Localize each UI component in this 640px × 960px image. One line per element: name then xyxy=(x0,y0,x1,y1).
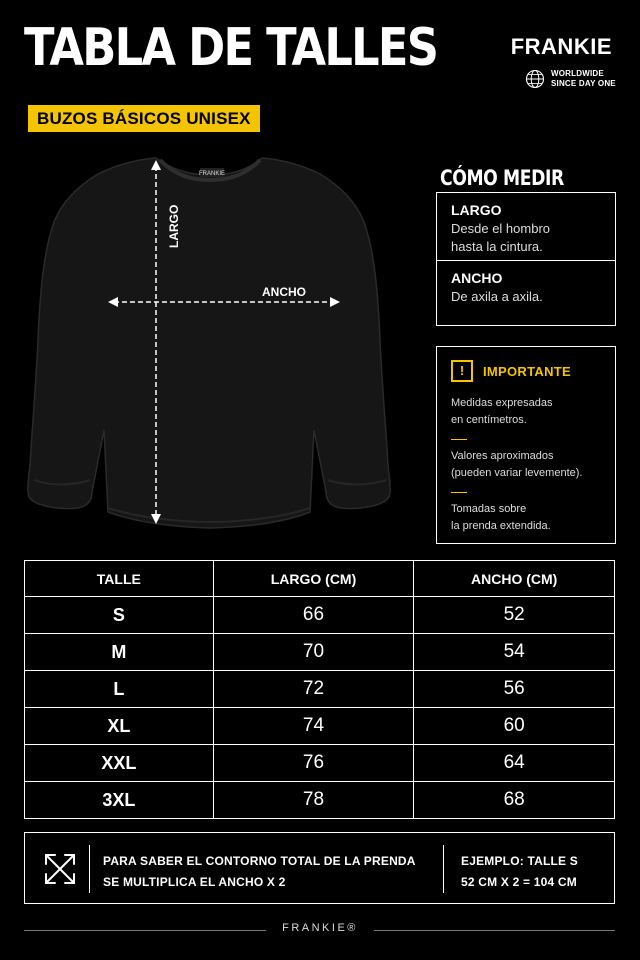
important-note xyxy=(451,448,603,482)
expand-arrows-icon xyxy=(41,850,79,888)
how-to-heading: LARGO xyxy=(451,202,502,218)
tagline-line-1: WORLDWIDE xyxy=(551,69,604,78)
note-separator xyxy=(451,492,467,493)
length-cell: 74 xyxy=(213,708,414,745)
sweater-illustration xyxy=(28,158,390,528)
sweater-measurement-figure xyxy=(20,140,440,550)
width-label: ANCHO xyxy=(262,285,306,299)
how-to-heading: ANCHO xyxy=(451,270,503,286)
width-cell: 68 xyxy=(414,782,615,819)
table-row xyxy=(25,597,615,634)
important-note xyxy=(451,395,603,429)
size-cell: XXL xyxy=(25,745,214,782)
length-cell: 70 xyxy=(213,634,414,671)
how-to-description xyxy=(451,288,603,306)
divider xyxy=(89,845,90,893)
table-row xyxy=(25,671,615,708)
size-cell: M xyxy=(25,634,214,671)
brand-logo: FRANKIE xyxy=(510,34,612,59)
table-header-row xyxy=(25,561,615,597)
length-label: LARGO xyxy=(167,204,181,248)
table-row xyxy=(25,782,615,819)
contour-example xyxy=(461,851,578,893)
contour-instructions xyxy=(103,851,416,893)
column-header: ANCHO (CM) xyxy=(414,561,615,597)
width-cell: 52 xyxy=(414,597,615,634)
size-cell: 3XL xyxy=(25,782,214,819)
note-line: la prenda extendida. xyxy=(451,520,551,532)
size-cell: L xyxy=(25,671,214,708)
column-header: TALLE xyxy=(25,561,214,597)
width-cell: 64 xyxy=(414,745,615,782)
important-note xyxy=(451,501,603,535)
note-separator xyxy=(451,439,467,440)
length-cell: 76 xyxy=(213,745,414,782)
note-line: Valores aproximados xyxy=(451,450,554,462)
how-to-measure-title: CÓMO MEDIR xyxy=(440,166,564,190)
table-row xyxy=(25,708,615,745)
note-line: (pueden variar levemente). xyxy=(451,467,583,479)
page-title: TABLA DE TALLES xyxy=(24,18,438,78)
note-line: Medidas expresadas xyxy=(451,397,553,409)
column-header: LARGO (CM) xyxy=(213,561,414,597)
length-cell: 72 xyxy=(213,671,414,708)
product-subtitle-badge: BUZOS BÁSICOS UNISEX xyxy=(28,105,260,132)
how-to-item-length xyxy=(437,193,615,260)
note-line: Tomadas sobre xyxy=(451,503,527,515)
how-to-desc-line: De axila a axila. xyxy=(451,289,543,304)
size-cell: S xyxy=(25,597,214,634)
important-notes-box xyxy=(436,346,616,544)
neck-tag-label: FRANKIE xyxy=(198,171,226,177)
example-line: EJEMPLO: TALLE S xyxy=(461,854,578,868)
how-to-item-width xyxy=(437,260,615,327)
how-to-description xyxy=(451,220,603,256)
how-to-desc-line: Desde el hombro xyxy=(451,221,550,236)
table-row xyxy=(25,745,615,782)
length-cell: 66 xyxy=(213,597,414,634)
width-cell: 56 xyxy=(414,671,615,708)
important-header xyxy=(451,359,603,383)
width-cell: 54 xyxy=(414,634,615,671)
divider xyxy=(443,845,444,893)
contour-note-box xyxy=(24,832,615,904)
how-to-measure-box xyxy=(436,192,616,326)
footer-brand: FRANKIE® xyxy=(282,922,358,934)
tagline-line-2: SINCE DAY ONE xyxy=(551,79,616,88)
table-row xyxy=(25,634,615,671)
brand-tagline xyxy=(525,69,616,89)
important-title: IMPORTANTE xyxy=(483,363,571,379)
note-line: en centímetros. xyxy=(451,414,527,426)
length-cell: 78 xyxy=(213,782,414,819)
example-line: 52 CM X 2 = 104 CM xyxy=(461,875,577,889)
warning-icon: ! xyxy=(451,360,473,382)
size-cell: XL xyxy=(25,708,214,745)
instruction-line: PARA SABER EL CONTORNO TOTAL DE LA PRENDA xyxy=(103,854,416,868)
width-cell: 60 xyxy=(414,708,615,745)
size-table xyxy=(24,560,615,819)
how-to-desc-line: hasta la cintura. xyxy=(451,239,543,254)
globe-icon xyxy=(525,69,545,89)
instruction-line: SE MULTIPLICA EL ANCHO X 2 xyxy=(103,875,286,889)
